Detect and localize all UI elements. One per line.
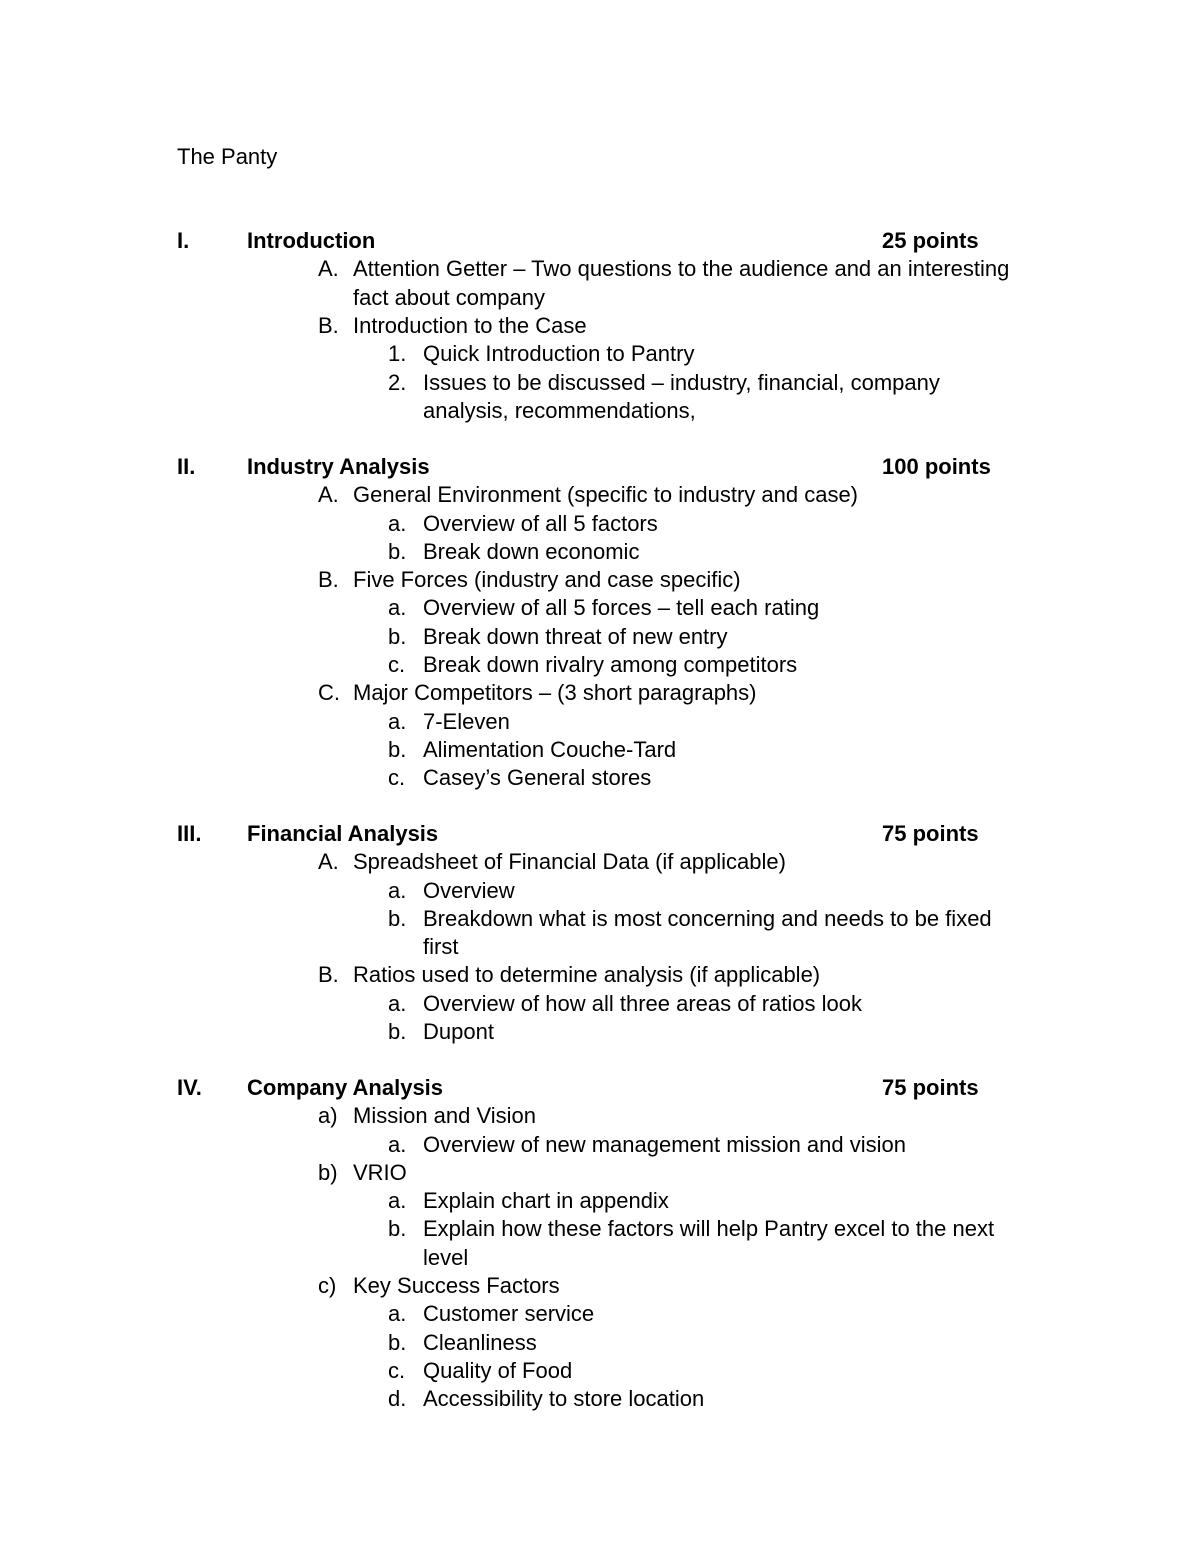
subitem-marker: b. xyxy=(388,624,407,649)
item-text: Major Competitors – (3 short paragraphs) xyxy=(353,680,757,705)
subitem-text: Break down economic xyxy=(423,539,640,564)
item-marker: C. xyxy=(318,680,340,705)
subitem-marker: b. xyxy=(388,906,407,931)
subitem-text: Quality of Food xyxy=(423,1358,573,1383)
item-marker: B. xyxy=(318,567,339,592)
subitem-marker: b. xyxy=(388,1019,407,1044)
subitem-text: Quick Introduction to Pantry xyxy=(423,341,695,366)
section-points: 100 points xyxy=(882,454,991,479)
item-text: Ratios used to determine analysis (if applicable) xyxy=(353,962,821,987)
item-text: General Environment (specific to industry and case) xyxy=(353,482,859,507)
subitem-text: Overview of all 5 forces – tell each rating xyxy=(423,595,820,620)
item-marker: A. xyxy=(318,256,339,281)
item-text: VRIO xyxy=(353,1160,407,1185)
section-heading: Introduction xyxy=(247,228,376,253)
subitem-marker: d. xyxy=(388,1386,407,1411)
subitem-text: analysis, recommendations, xyxy=(423,398,696,423)
section-heading: Company Analysis xyxy=(247,1075,444,1100)
document-title: The Panty xyxy=(177,144,278,169)
subitem-text: Breakdown what is most concerning and needs to be fixed xyxy=(423,906,992,931)
section-numeral: I. xyxy=(177,228,190,253)
item-marker: A. xyxy=(318,482,339,507)
subitem-text: Alimentation Couche-Tard xyxy=(423,737,677,762)
item-text: Spreadsheet of Financial Data (if applicable) xyxy=(353,849,786,874)
subitem-text: 7-Eleven xyxy=(423,709,510,734)
subitem-marker: b. xyxy=(388,737,407,762)
subitem-marker: a. xyxy=(388,709,407,734)
section-points: 75 points xyxy=(882,1075,979,1100)
subitem-marker: a. xyxy=(388,1188,407,1213)
section-numeral: IV. xyxy=(177,1075,202,1100)
subitem-marker: 1. xyxy=(388,341,407,366)
section-numeral: II. xyxy=(177,454,196,479)
subitem-marker: c. xyxy=(388,1358,406,1383)
subitem-text: Break down threat of new entry xyxy=(423,624,728,649)
subitem-marker: c. xyxy=(388,652,406,677)
subitem-text: Explain chart in appendix xyxy=(423,1188,669,1213)
subitem-text: Cleanliness xyxy=(423,1330,537,1355)
subitem-marker: a. xyxy=(388,878,407,903)
item-marker: B. xyxy=(318,962,339,987)
subitem-text: Break down rivalry among competitors xyxy=(423,652,798,677)
section-heading: Financial Analysis xyxy=(247,821,439,846)
item-text: Five Forces (industry and case specific) xyxy=(353,567,741,592)
subitem-marker: a. xyxy=(388,1132,407,1157)
subitem-marker: b. xyxy=(388,539,407,564)
item-marker: B. xyxy=(318,313,339,338)
subitem-text: first xyxy=(423,934,459,959)
item-text: Introduction to the Case xyxy=(353,313,587,338)
subitem-text: Overview xyxy=(423,878,515,903)
item-text: fact about company xyxy=(353,285,546,310)
subitem-marker: c. xyxy=(388,765,406,790)
subitem-text: Overview of how all three areas of ratios look xyxy=(423,991,862,1016)
subitem-text: Accessibility to store location xyxy=(423,1386,705,1411)
subitem-marker: b. xyxy=(388,1216,407,1241)
subitem-text: Customer service xyxy=(423,1301,595,1326)
subitem-marker: 2. xyxy=(388,370,407,395)
section-heading: Industry Analysis xyxy=(247,454,430,479)
section-points: 25 points xyxy=(882,228,979,253)
subitem-marker: a. xyxy=(388,991,407,1016)
subitem-marker: a. xyxy=(388,595,407,620)
item-text: Attention Getter – Two questions to the audience and an interesting xyxy=(353,256,1010,281)
subitem-text: Explain how these factors will help Pantry excel to the next xyxy=(423,1216,995,1241)
subitem-text: Overview of new management mission and vision xyxy=(423,1132,907,1157)
subitem-text: Overview of all 5 factors xyxy=(423,511,658,536)
item-marker: c) xyxy=(318,1273,337,1298)
subitem-text: Issues to be discussed – industry, financial, company xyxy=(423,370,940,395)
item-text: Mission and Vision xyxy=(353,1103,537,1128)
subitem-marker: a. xyxy=(388,1301,407,1326)
item-marker: a) xyxy=(318,1103,338,1128)
section-numeral: III. xyxy=(177,821,202,846)
item-text: Key Success Factors xyxy=(353,1273,560,1298)
subitem-text: level xyxy=(423,1245,469,1270)
subitem-text: Casey’s General stores xyxy=(423,765,652,790)
item-marker: A. xyxy=(318,849,339,874)
item-marker: b) xyxy=(318,1160,338,1185)
subitem-text: Dupont xyxy=(423,1019,494,1044)
subitem-marker: b. xyxy=(388,1330,407,1355)
section-points: 75 points xyxy=(882,821,979,846)
subitem-marker: a. xyxy=(388,511,407,536)
